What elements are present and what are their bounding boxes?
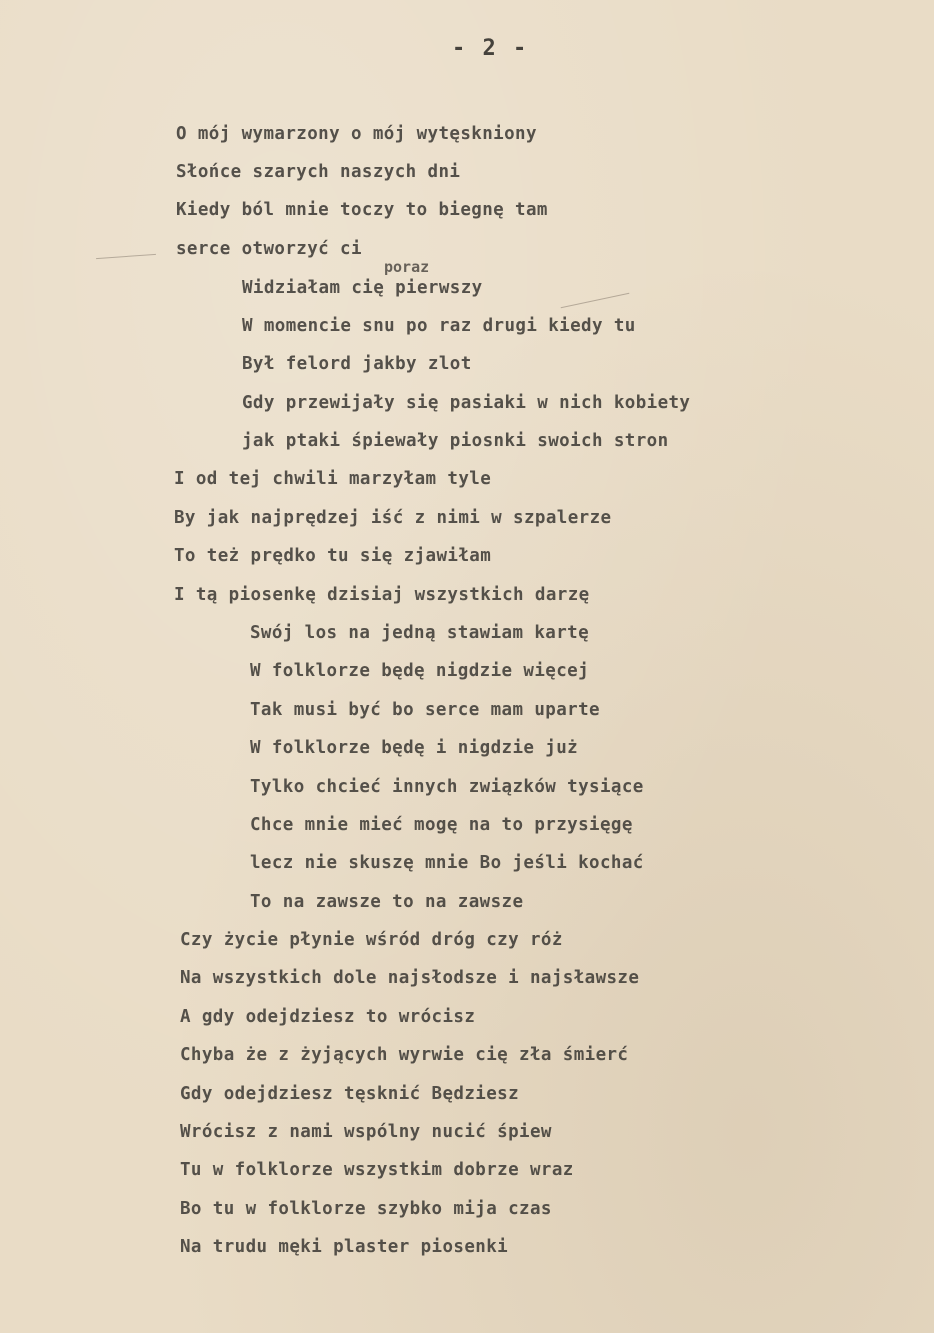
text-line: W folklorze będę nigdzie więcej: [250, 661, 590, 681]
text-line: A gdy odejdziesz to wrócisz: [180, 1007, 476, 1027]
text-line: I tą piosenkę dzisiaj wszystkich darzę: [174, 585, 590, 605]
text-line: serce otworzyć ci: [176, 239, 362, 259]
text-line: W folklorze będę i nigdzie już: [250, 738, 579, 758]
text-line: Tu w folklorze wszystkim dobrze wraz: [180, 1160, 574, 1180]
text-line: lecz nie skuszę mnie Bo jeśli kochać: [250, 853, 644, 873]
text-line: Gdy przewijały się pasiaki w nich kobiety: [242, 393, 691, 413]
text-line: Na wszystkich dole najsłodsze i najsławsze: [180, 968, 640, 988]
text-line: Swój los na jedną stawiam kartę: [250, 623, 590, 643]
text-line: Widziałam cię pierwszy: [242, 278, 483, 298]
text-line: To na zawsze to na zawsze: [250, 892, 524, 912]
text-line: Chyba że z żyjących wyrwie cię zła śmierć: [180, 1045, 629, 1065]
text-line: Na trudu męki plaster piosenki: [180, 1237, 509, 1257]
text-line: Tak musi być bo serce mam uparte: [250, 700, 600, 720]
text-line: I od tej chwili marzyłam tyle: [174, 469, 492, 489]
text-line: W momencie snu po raz drugi kiedy tu: [242, 316, 636, 336]
paper-scratch-mark: [561, 293, 630, 309]
text-line: Gdy odejdziesz tęsknić Będziesz: [180, 1084, 520, 1104]
text-line: Chce mnie mieć mogę na to przysięgę: [250, 815, 633, 835]
text-line: Słońce szarych naszych dni: [176, 162, 461, 182]
text-line: To też prędko tu się zjawiłam: [174, 546, 492, 566]
text-line: Tylko chcieć innych związków tysiące: [250, 777, 644, 797]
text-line: Bo tu w folklorze szybko mija czas: [180, 1199, 552, 1219]
text-line: Kiedy ból mnie toczy to biegnę tam: [176, 200, 548, 220]
paper-scratch-mark: [96, 254, 156, 259]
text-line: jak ptaki śpiewały piosnki swoich stron: [242, 431, 669, 451]
text-line: Wrócisz z nami wspólny nucić śpiew: [180, 1122, 552, 1142]
page-number: - 2 -: [452, 36, 529, 61]
text-line: O mój wymarzony o mój wytęskniony: [176, 124, 537, 144]
text-line: By jak najprędzej iść z nimi w szpalerze: [174, 508, 612, 528]
text-line: Czy życie płynie wśród dróg czy róż: [180, 930, 563, 950]
text-line: Był felord jakby zlot: [242, 354, 472, 374]
handwritten-insertion-note: poraz: [384, 258, 430, 276]
